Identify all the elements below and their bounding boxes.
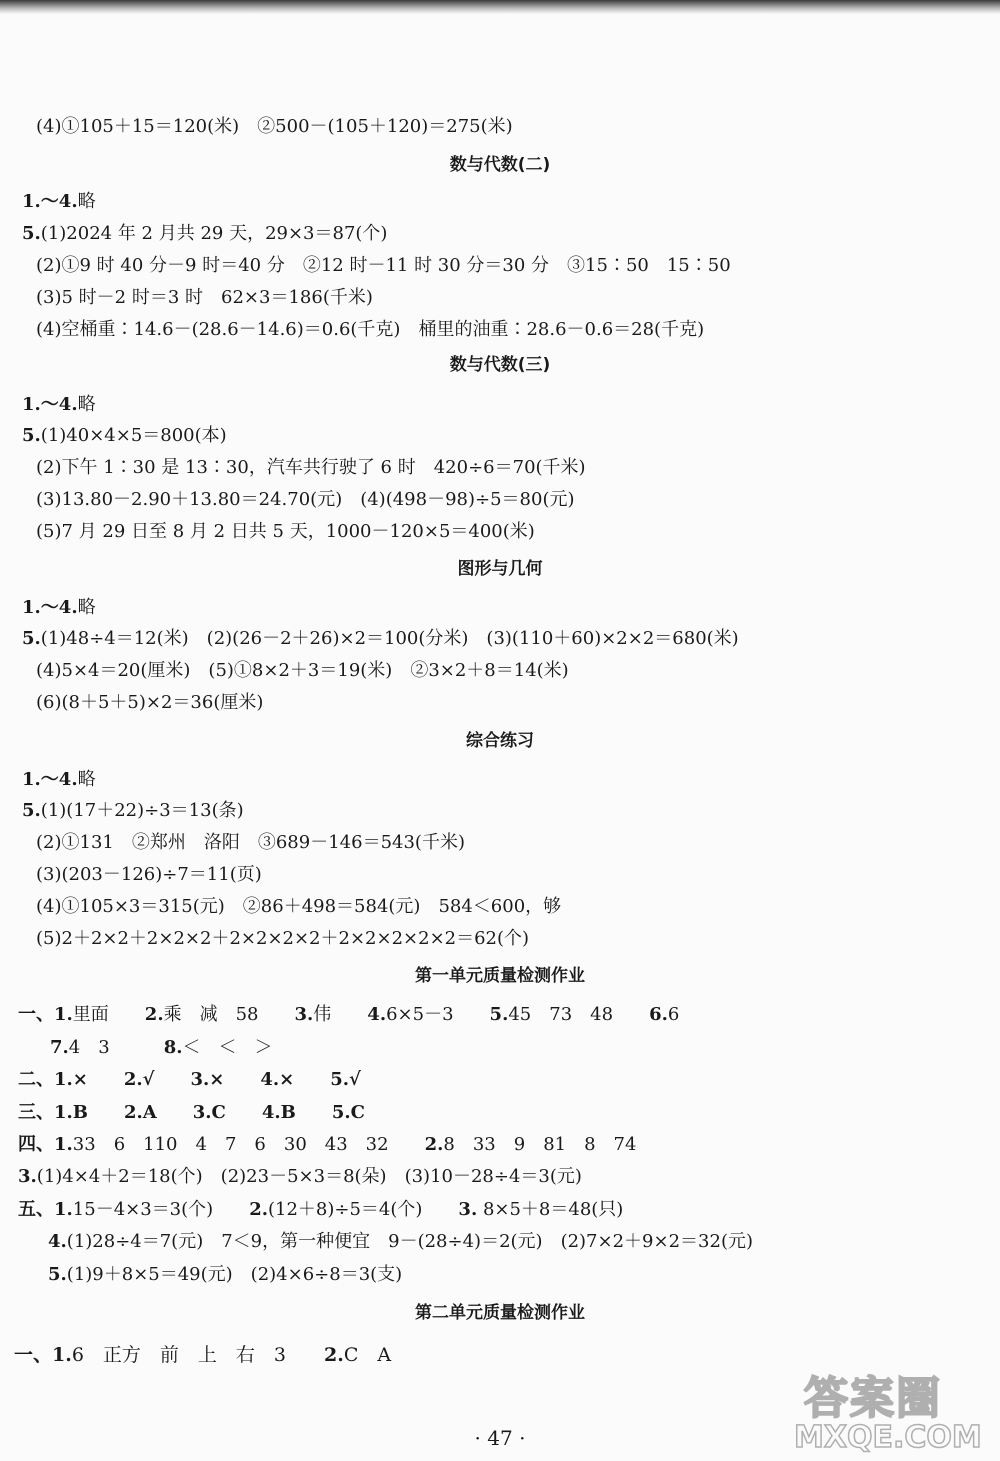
question-number: 5. [22,800,41,821]
answer-line: (3)13.80－2.90＋13.80＝24.70(元) (4)(498－98)÷5＝80(元) [36,489,575,510]
answer-text: (1)48÷4＝12(米) (2)(26－2＋26)×2＝100(分米) (3)(110＋60)×2×2＝680(米) [40,628,739,649]
answer-text: (1)(17＋22)÷3＝13(条) [40,800,244,821]
question-number: 6. [649,1004,668,1025]
question-number: 4. [48,1231,67,1252]
answer-line [22,799,244,823]
section-heading: 第一单元质量检测作业 [415,966,585,986]
answer-line: (4)5×4＝20(厘米) (5)①8×2＋3＝19(米) ②3×2＋8＝14(米) [36,660,569,681]
answer-text: 4 3 [68,1037,110,1058]
question-number: 四、1. [18,1134,73,1155]
question-number: 一、1. [18,1004,73,1025]
question-number: 1.～4. [22,394,78,415]
answer-line [14,1343,391,1367]
answer-line: (4)空桶重∶14.6－(28.6－14.6)＝0.6(千克) 桶里的油重∶28.6－0.6＝28(千克) [36,319,705,340]
answer-text: (12＋8)÷5＝4(个) [267,1199,423,1220]
question-number: 5. [22,628,41,649]
answer-text: 8×5＋8＝48(只) [477,1199,624,1220]
page-number: · 47 · [474,1426,526,1450]
question-number: 1.～4. [22,769,78,790]
answer-line: 三、1.B 2.A 3.C 4.B 5.C [18,1102,365,1123]
answer-line: (3)(203－126)÷7＝11(页) [36,864,262,885]
site-watermark [774,1362,994,1457]
question-number: 2. [324,1344,344,1366]
answer-line [22,424,227,448]
answer-text: 8 33 9 81 8 74 [443,1134,637,1155]
question-number: 2. [144,1004,164,1025]
answer-text: 略 [77,769,96,790]
answer-text: 乘 减 58 [163,1004,259,1025]
question-number: 2. [424,1134,444,1155]
question-number: 5. [489,1004,509,1025]
answer-text: (1)9＋8×5＝49(元) (2)4×6÷8＝3(支) [66,1264,403,1285]
answer-line [22,393,96,417]
answer-text: C A [343,1344,392,1366]
answer-text: (1)4×4＋2＝18(个) (2)23－5×3＝8(朵) (3)10－28÷4＝3(元) [36,1166,582,1187]
answer-line [22,190,96,214]
watermark-url: MXQE.COM [794,1420,982,1455]
answer-text: 略 [77,597,96,618]
answer-line [48,1230,753,1254]
answer-line: (2)①131 ②郑州 洛阳 ③689－146＝543(千米) [36,832,465,853]
answer-line [18,1133,636,1157]
answer-line [22,222,387,246]
answer-line [18,1198,623,1222]
answer-text: 6×5－3 [386,1004,454,1025]
answer-text: 略 [77,394,96,415]
answer-line: (6)(8＋5＋5)×2＝36(厘米) [36,692,264,713]
answer-text: 伟 [313,1004,332,1025]
question-number: 3. [458,1199,478,1220]
answer-line: (5)7 月 29 日至 8 月 2 日共 5 天，1000－120×5＝400(米) [36,521,535,542]
answer-line [22,627,739,651]
answer-line [18,1003,679,1027]
question-number: 3. [294,1004,314,1025]
question-number: 5. [22,223,41,244]
answer-line [22,596,96,620]
answer-line: 二、1.× 2.√ 3.× 4.× 5.√ [18,1069,361,1090]
section-heading: 综合练习 [466,731,534,751]
question-number: 5. [48,1264,67,1285]
answer-text: 33 6 110 4 7 6 30 43 32 [72,1134,389,1155]
watermark-title: 答案圈 [804,1373,942,1424]
answer-text: ＜ ＜ ＞ [182,1037,273,1058]
question-number: 3. [18,1166,37,1187]
answer-line [50,1036,273,1060]
section-heading: 第二单元质量检测作业 [415,1303,585,1323]
answer-line: (3)5 时－2 时＝3 时 62×3＝186(千米) [36,287,373,308]
answer-line: (4)①105×3＝315(元) ②86＋498＝584(元) 584＜600，够 [36,896,562,917]
question-number: 1.～4. [22,597,78,618]
answer-text: 略 [77,191,96,212]
question-number: 五、1. [18,1199,73,1220]
question-number: 4. [367,1004,387,1025]
answer-line: (4)①105＋15＝120(米) ②500－(105＋120)＝275(米) [36,116,513,137]
answer-text: 45 73 48 [508,1004,614,1025]
question-number: 5. [22,425,41,446]
answer-text: (1)2024 年 2 月共 29 天，29×3＝87(个) [40,223,388,244]
section-heading: 数与代数(二) [449,155,551,175]
answer-line [22,768,96,792]
answer-line: (5)2＋2×2＋2×2×2＋2×2×2×2＋2×2×2×2×2＝62(个) [36,928,530,949]
answer-line: (2)①9 时 40 分－9 时＝40 分 ②12 时－11 时 30 分＝30 分 ③15∶50 15∶50 [36,255,731,276]
question-number: 1.～4. [22,191,78,212]
question-number: 一、1. [14,1344,72,1366]
question-number: 8. [163,1037,183,1058]
answer-line [18,1165,582,1189]
answer-text: 15－4×3＝3(个) [72,1199,214,1220]
answer-line [48,1263,402,1287]
answer-text: 6 正方 前 上 右 3 [71,1344,287,1366]
answer-text: 6 [667,1004,680,1025]
answer-text: (1)28÷4＝7(元) 7＜9，第一种便宜 9－(28÷4)＝2(元) (2)7×2＋9×2＝32(元) [66,1231,753,1252]
answer-text: (1)40×4×5＝800(本) [40,425,227,446]
question-number: 2. [249,1199,268,1220]
section-heading: 数与代数(三) [449,355,551,375]
answer-line: (2)下午 1∶30 是 13∶30，汽车共行驶了 6 时 420÷6＝70(千米) [36,457,586,478]
section-heading: 图形与几何 [457,559,543,579]
answer-text: 里面 [72,1004,109,1025]
question-number: 7. [50,1037,69,1058]
